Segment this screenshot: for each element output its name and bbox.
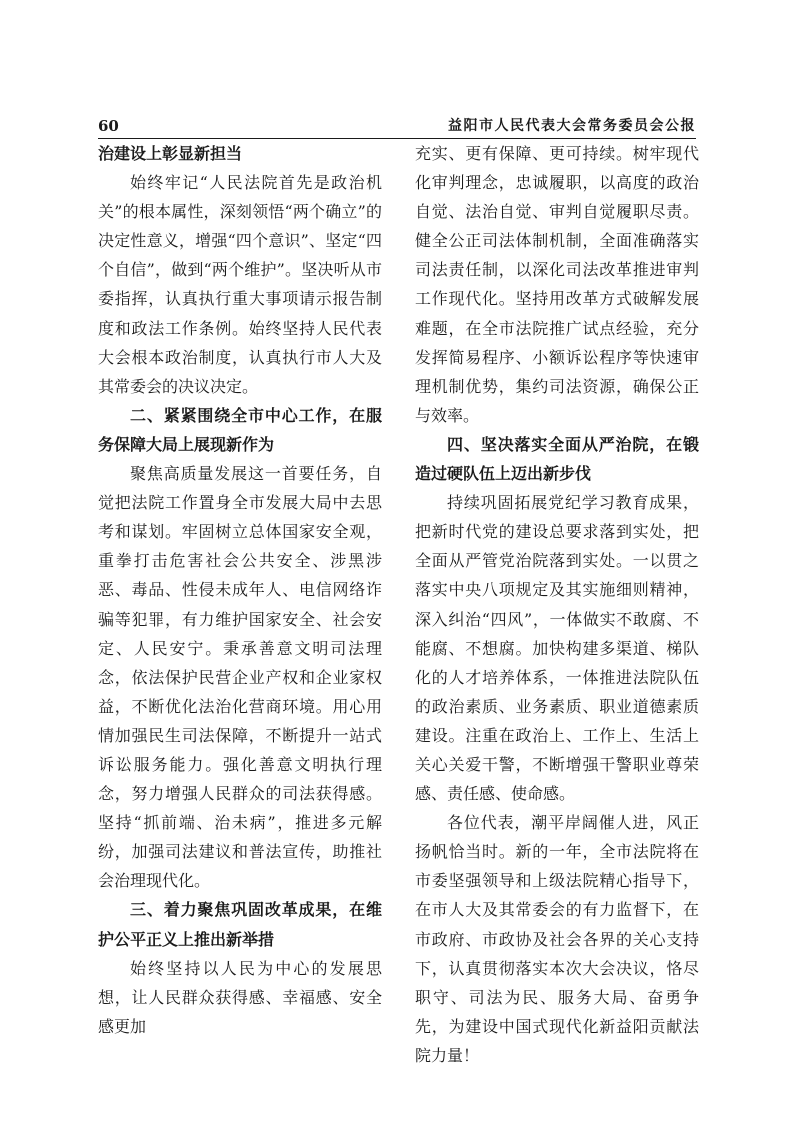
section-heading-continued: 治建设上彰显新担当 xyxy=(98,144,243,163)
left-column xyxy=(98,139,382,1041)
page-header xyxy=(98,116,696,136)
section-heading: 三、着力聚焦巩固改革成果，在维护公平正义上推出新举措 xyxy=(98,900,382,949)
section-heading: 四、坚决落实全面从严治院，在锻造过硬队伍上迈出新步伐 xyxy=(415,434,699,484)
body-paragraph-continued: 充实、更有保障、更可持续。树牢现代化审判理念，忠诚履职，以高度的政治自觉、法治自觉、审判自觉履职尽责。健全公正司法体制机制，全面准确落实司法责任制，以深化司法改革推进审判工作现代化。坚持用改革方式破解发展难题，在全市法院推广试点经验，充分发挥简易程序、小额诉讼程序等快速审理机制优势，集约司法资源，确保公正与效率。 xyxy=(415,144,699,425)
section-heading: 二、紧紧围绕全市中心工作，在服务保障大局上展现新作为 xyxy=(98,405,382,454)
body-paragraph: 始终坚持以人民为中心的发展思想，让人民群众获得感、幸福感、安全感更加 xyxy=(98,958,382,1036)
right-column xyxy=(415,139,699,1070)
body-paragraph: 持续巩固拓展党纪学习教育成果，把新时代党的建设总要求落到实处，把全面从严管党治院落到实处。一以贯之落实中央八项规定及其实施细则精神，深入纠治“四风”，一体做实不敢腐、不能腐、不想腐。加快构建多渠道、梯队化的人才培养体系，一体推进法院队伍的政治素质、业务素质、职业道德素质建设。注重在政治上、工作上、生活上关心关爱干警，不断增强干警职业尊荣感、责任感、使命感。 xyxy=(415,493,699,804)
body-paragraph: 始终牢记“人民法院首先是政治机关”的根本属性，深刻领悟“两个确立”的决定性意义，增强“四个意识”、坚定“四个自信”，做到“两个维护”。坚决听从市委指挥，认真执行重大事项请示报告制度和政法工作条例。始终坚持人民代表大会根本政治制度，认真执行市人大及其常委会的决议决定。 xyxy=(98,173,382,396)
body-paragraph: 聚焦高质量发展这一首要任务，自觉把法院工作置身全市发展大局中去思考和谋划。牢固树立总体国家安全观，重拳打击危害社会公共安全、涉黑涉恶、毒品、性侵未成年人、电信网络诈骗等犯罪，有力维护国家安全、社会安定、人民安宁。秉承善意文明司法理念，依法保护民营企业产权和企业家权益，不断优化法治化营商环境。用心用情加强民生司法保障，不断提升一站式诉讼服务能力。强化善意文明执行理念，努力增强人民群众的司法获得感。坚持“抓前端、治未病”，推进多元解纷，加强司法建议和普法宣传，助推社会治理现代化。 xyxy=(98,464,382,891)
page-number: 60 xyxy=(98,117,119,135)
journal-title: 益阳市人民代表大会常务委员会公报 xyxy=(448,118,696,134)
body-paragraph: 各位代表，潮平岸阔催人进，风正扬帆恰当时。新的一年，全市法院将在市委坚强领导和上级法院精心指导下，在市人大及其常委会的有力监督下，在市政府、市政协及社会各界的关心支持下，认真贯彻落实本次大会决议，恪尽职守、司法为民、服务大局、奋勇争先，为建设中国式现代化新益阳贡献法院力量！ xyxy=(415,813,699,1065)
